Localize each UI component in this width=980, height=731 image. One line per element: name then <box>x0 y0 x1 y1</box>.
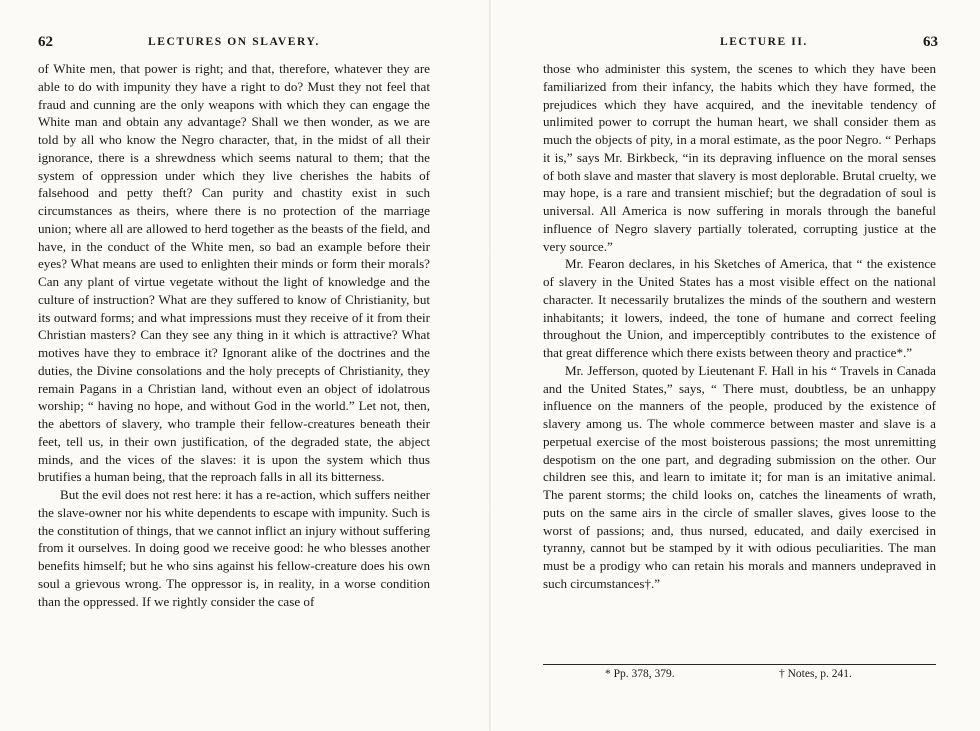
right-running-title: LECTURE II. <box>720 36 808 48</box>
right-paragraph: those who administer this system, the scenes to which they have been familiarized from their infancy, the habits which they have formed, the prejudices which they have acquired, and the inevitable tendency of unlimited power to corrupt the human heart, we shall consider them as much the objects of pity, in a moral estimate, as the poor Negro. “ Perhaps it is,” says Mr. Birkbeck, “in its depraving influence on the moral senses of both slave and master that slavery is most deplorable. Brutal cruelty, we may hope, is a rare and transient mischief; but the degradation of soul is universal. All America is now suffering in morals through the baneful influence of Negro slavery partially tolerated, corrupting justice at the very source.” <box>543 61 936 254</box>
footnote: † Notes, p. 241. <box>779 668 852 680</box>
left-page-body <box>38 60 430 610</box>
left-running-title: LECTURES ON SLAVERY. <box>148 36 320 48</box>
right-page <box>490 0 980 731</box>
right-paragraph: Mr. Fearon declares, in his Sketches of America, that “ the existence of slavery in the United States has a most visible effect on the national character. It necessarily brutalizes the minds of the southern and western inhabitants; it lowers, indeed, the tone of humane and correct feeling throughout the Union, and imperceptibly contributes to the existence of that great difference which there exists between theory and practice*.” <box>543 256 936 360</box>
right-paragraph: Mr. Jefferson, quoted by Lieutenant F. Hall in his “ Travels in Canada and the United States,” says, “ There must, doubtless, be an unhappy influence on the manners of the people, produced by the existence of slavery among us. The whole commerce between master and slave is a perpetual exercise of the most boisterous passions; the most unremitting despotism on the one part, and degrading submission on the other. Our children see this, and learn to imitate it; for man is an imitative animal. The parent storms; the child looks on, catches the lineaments of wrath, puts on the same airs in the circle of smaller slaves, gives loose to the worst of passions; and, thus nursed, educated, and daily exercised in tyranny, cannot but be stamped by it with odious peculiarities. The man must be a prodigy who can retain his morals and manners undepraved in such circumstances†.” <box>543 362 936 591</box>
right-page-body <box>543 60 936 593</box>
right-page-number: 63 <box>923 34 938 50</box>
footnote-rule <box>543 664 936 665</box>
right-page-header <box>542 34 938 54</box>
left-paragraph: of White men, that power is right; and that, therefore, whatever they are able to do with impunity they have a right to do? Must they not feel that fraud and cunning are the only weapons with which they can engage the White man and obtain any advantage? Shall we then wonder, as we are told by all who know the Negro character, that, in the midst of all their ignorance, there is a shrewdness which seems natural to them; that the system of oppression under which they live cherishes the habits of falsehood and petty theft? Can purity and chastity exist in such circumstances as theirs, where there is no protection of the marriage union; where all are allowed to herd together as the beasts of the field, and have, in the conduct of the White men, so bad an example before their eyes? What means are used to enlighten their minds or form their morals? Can any plant of virtue vegetate without the light of knowledge and the culture of instruction? What are they suffered to know of Christianity, but its outward forms; and what impressions must they receive of it from their Christian masters? Can they see any thing in it which is attractive? What motives have they to embrace it? Ignorant alike of the doctrines and the duties, the Divine consolations and the holy precepts of Christianity, they remain Pagans in a Christian land, without even an object of idolatrous worship; “ having no hope, and without God in the world.” Let not, then, the abettors of slavery, who trample their fellow-creatures beneath their feet, tell us, in their own justification, of the degraded state, the abject minds, and the vices of the slaves: it is upon the system which thus brutifies a human being, that the reproach falls in all its bitterness. <box>38 61 430 485</box>
left-page-number: 62 <box>38 34 53 50</box>
footnote: * Pp. 378, 379. <box>605 668 675 680</box>
left-paragraph: But the evil does not rest here: it has a re-action, which suffers neither the slave-owner nor his white dependents to escape with impunity. Such is the constitution of things, that we cannot inflict an injury without suffering from it ourselves. In doing good we receive good: he who blesses another benefits himself; but he who sins against his fellow-creature does his own soul a grievous wrong. The oppressor is, in reality, in a worse condition than the oppressed. If we rightly consider the case of <box>38 487 430 609</box>
left-page-header <box>38 36 430 54</box>
